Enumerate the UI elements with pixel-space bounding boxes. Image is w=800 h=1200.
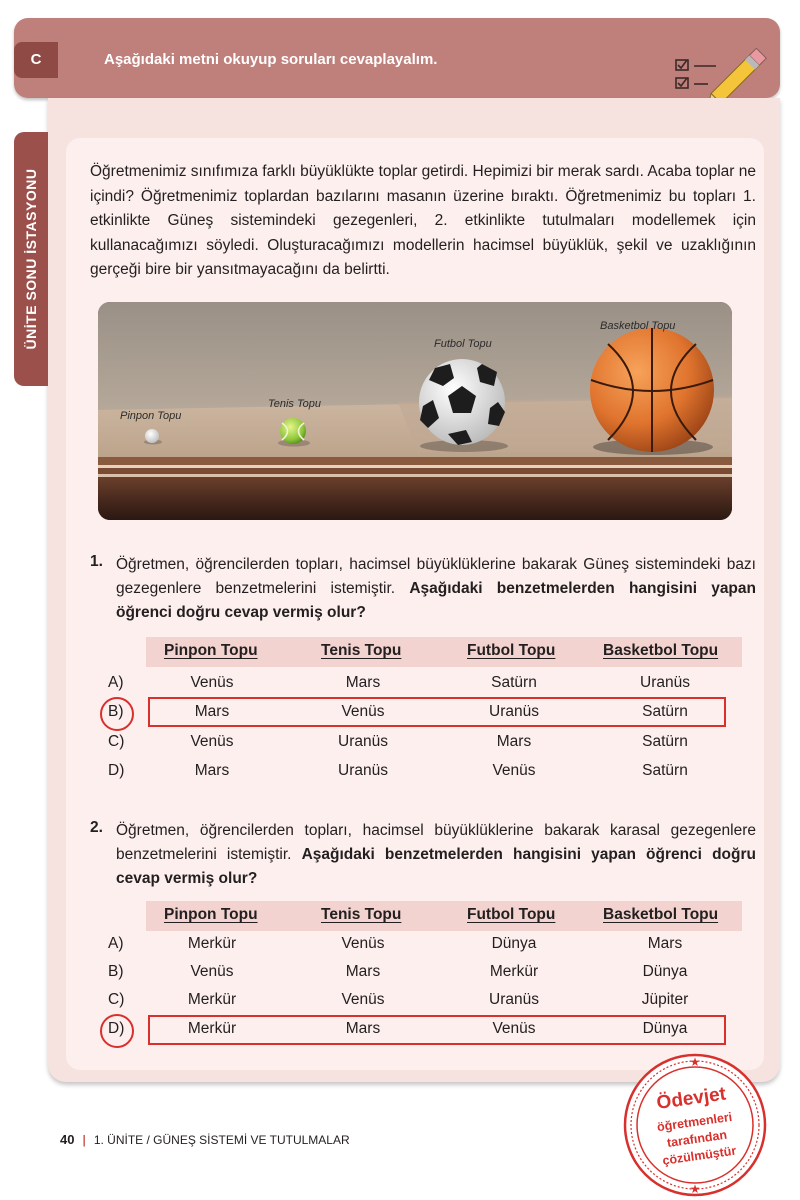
question-1-number: 1. — [90, 553, 103, 570]
q2-option-d-football: Venüs — [492, 1020, 536, 1037]
stamp-line-2: tarafından — [666, 1127, 728, 1151]
q2-answer-circle — [100, 1014, 134, 1048]
q1-option-b-tennis: Venüs — [341, 703, 385, 720]
q2-option-c-label: C) — [108, 991, 125, 1008]
q1-option-a-tennis: Mars — [345, 674, 381, 691]
q2-option-b-football: Merkür — [489, 963, 539, 980]
basketball-ball-label: Basketbol Topu — [600, 320, 676, 332]
section-instruction: Aşağıdaki metni okuyup soruları cevaplayalım. — [104, 51, 438, 68]
q1-header-tennis: Tenis Topu — [321, 642, 402, 659]
q1-option-c-basketball: Satürn — [642, 733, 688, 750]
q2-option-d-tennis: Mars — [345, 1020, 381, 1037]
q2-option-a-pingpong: Merkür — [187, 935, 237, 952]
q1-option-c-tennis: Uranüs — [338, 733, 388, 750]
q2-option-c-pingpong: Merkür — [187, 991, 237, 1008]
stamp-star-top-icon: ★ — [689, 1055, 701, 1069]
stamp-star-bottom-icon: ★ — [689, 1182, 701, 1196]
q1-header-pingpong: Pinpon Topu — [164, 642, 258, 659]
question-1-text — [116, 553, 756, 625]
q1-header-football: Futbol Topu — [467, 642, 556, 659]
q2-option-b-basketball: Dünya — [642, 963, 688, 980]
q1-option-b-pingpong: Mars — [194, 703, 230, 720]
question-1-table-header — [146, 637, 742, 667]
stamp-title: Ödevjet — [655, 1083, 728, 1115]
q2-option-c — [0, 991, 800, 1017]
q1-option-c-label: C) — [108, 733, 125, 750]
side-tab — [14, 132, 48, 386]
q2-option-a-tennis: Venüs — [341, 935, 385, 952]
balls-illustration — [98, 302, 732, 520]
q2-option-b-tennis: Mars — [345, 963, 381, 980]
q1-option-b-football: Uranüs — [489, 703, 539, 720]
stamp-line-3: çözülmüştür — [661, 1143, 738, 1168]
football-ball-label: Futbol Topu — [434, 338, 492, 350]
question-2-text — [116, 819, 756, 891]
q2-header-tennis: Tenis Topu — [321, 906, 402, 923]
q1-option-a-pingpong: Venüs — [190, 674, 234, 691]
odevjet-stamp — [620, 1050, 770, 1200]
q2-option-c-tennis: Venüs — [341, 991, 385, 1008]
q1-option-d-football: Venüs — [492, 762, 536, 779]
tennis-ball-label: Tenis Topu — [268, 398, 322, 410]
q2-header-pingpong: Pinpon Topu — [164, 906, 258, 923]
q1-answer-circle — [100, 697, 134, 731]
side-tab-label: ÜNİTE SONU İSTASYONU — [23, 168, 39, 350]
pingpong-ball-label: Pinpon Topu — [120, 410, 182, 422]
section-header — [14, 18, 780, 98]
q1-option-d-basketball: Satürn — [642, 762, 688, 779]
q1-option-a-basketball: Uranüs — [640, 674, 690, 691]
q2-option-a-basketball: Mars — [647, 935, 683, 952]
q1-option-c-pingpong: Venüs — [190, 733, 234, 750]
q2-option-d-pingpong: Merkür — [187, 1020, 237, 1037]
question-2-prompt: Öğretmen, öğrencilerden topları, hacimsel büyüklüklerine bakarak karasal gezegenlere benzetmelerini istemiştir. — [116, 822, 756, 863]
q2-option-b-label: B) — [108, 963, 124, 980]
question-1-ask: Aşağıdaki benzetmelerden hangisini yapan öğrenci doğru cevap vermiş olur? — [116, 580, 756, 621]
q1-option-d — [0, 762, 800, 788]
q1-header-basketball: Basketbol Topu — [603, 642, 719, 659]
q2-option-b-pingpong: Venüs — [190, 963, 234, 980]
q1-option-d-pingpong: Mars — [194, 762, 230, 779]
q1-option-d-tennis: Uranüs — [338, 762, 388, 779]
q2-option-d-label: D) — [108, 1020, 125, 1037]
q1-option-b-label: B) — [108, 703, 124, 720]
question-1-prompt: Öğretmen, öğrencilerden topları, hacimsel büyüklüklerine bakarak Güneş sistemindeki bazı gezegenlere benzetmelerini istemiştir. — [116, 556, 756, 597]
page-footer — [60, 1132, 350, 1147]
footer-separator: | — [82, 1133, 86, 1147]
q1-option-a-label: A) — [108, 674, 124, 691]
unit-title: 1. ÜNİTE / GÜNEŞ SİSTEMİ VE TUTULMALAR — [93, 1133, 350, 1147]
q1-option-a-football: Satürn — [491, 674, 537, 691]
q2-option-d-basketball: Dünya — [642, 1020, 688, 1037]
question-2-number: 2. — [90, 819, 103, 836]
q1-option-b-basketball: Satürn — [642, 703, 688, 720]
q1-option-d-label: D) — [108, 762, 125, 779]
question-2-table-header — [146, 901, 742, 931]
q2-option-c-football: Uranüs — [489, 991, 539, 1008]
q2-option-c-basketball: Jüpiter — [641, 991, 689, 1008]
q2-header-football: Futbol Topu — [467, 906, 556, 923]
intro-paragraph: Öğretmenimiz sınıfımıza farklı büyüklükte toplar getirdi. Hepimizi bir merak sardı. Acaba toplar ne içindi? Öğretmenimiz toplardan bazılarını masanın üzerine bıraktı. Öğretmenimiz bu topları 1. etkinlikte Güneş sistemindeki gezegenleri, 2. etkinlikte tutulmaları modellemek için kullanacağımızı söyledi. Oluşturacağımızı modellerin hacimsel büyüklük, şekil ve uzaklığının gerçeği bire bir yansıtmayacağını da belirtti. — [90, 163, 756, 278]
q1-answer-highlight-box — [148, 697, 726, 727]
stamp-line-1: öğretmenleri — [656, 1109, 734, 1135]
q2-header-basketball: Basketbol Topu — [603, 906, 719, 923]
q2-option-a — [0, 935, 800, 961]
section-letter: C — [14, 42, 58, 78]
q1-option-c-football: Mars — [496, 733, 532, 750]
q2-answer-highlight-box — [148, 1015, 726, 1045]
question-2-ask: Aşağıdaki benzetmelerden hangisini yapan öğrenci doğru cevap vermiş olur? — [116, 846, 756, 887]
q2-option-b — [0, 963, 800, 989]
q2-option-a-football: Dünya — [491, 935, 537, 952]
page-number: 40 — [60, 1132, 75, 1147]
q1-option-c — [0, 733, 800, 759]
q2-option-a-label: A) — [108, 935, 124, 952]
